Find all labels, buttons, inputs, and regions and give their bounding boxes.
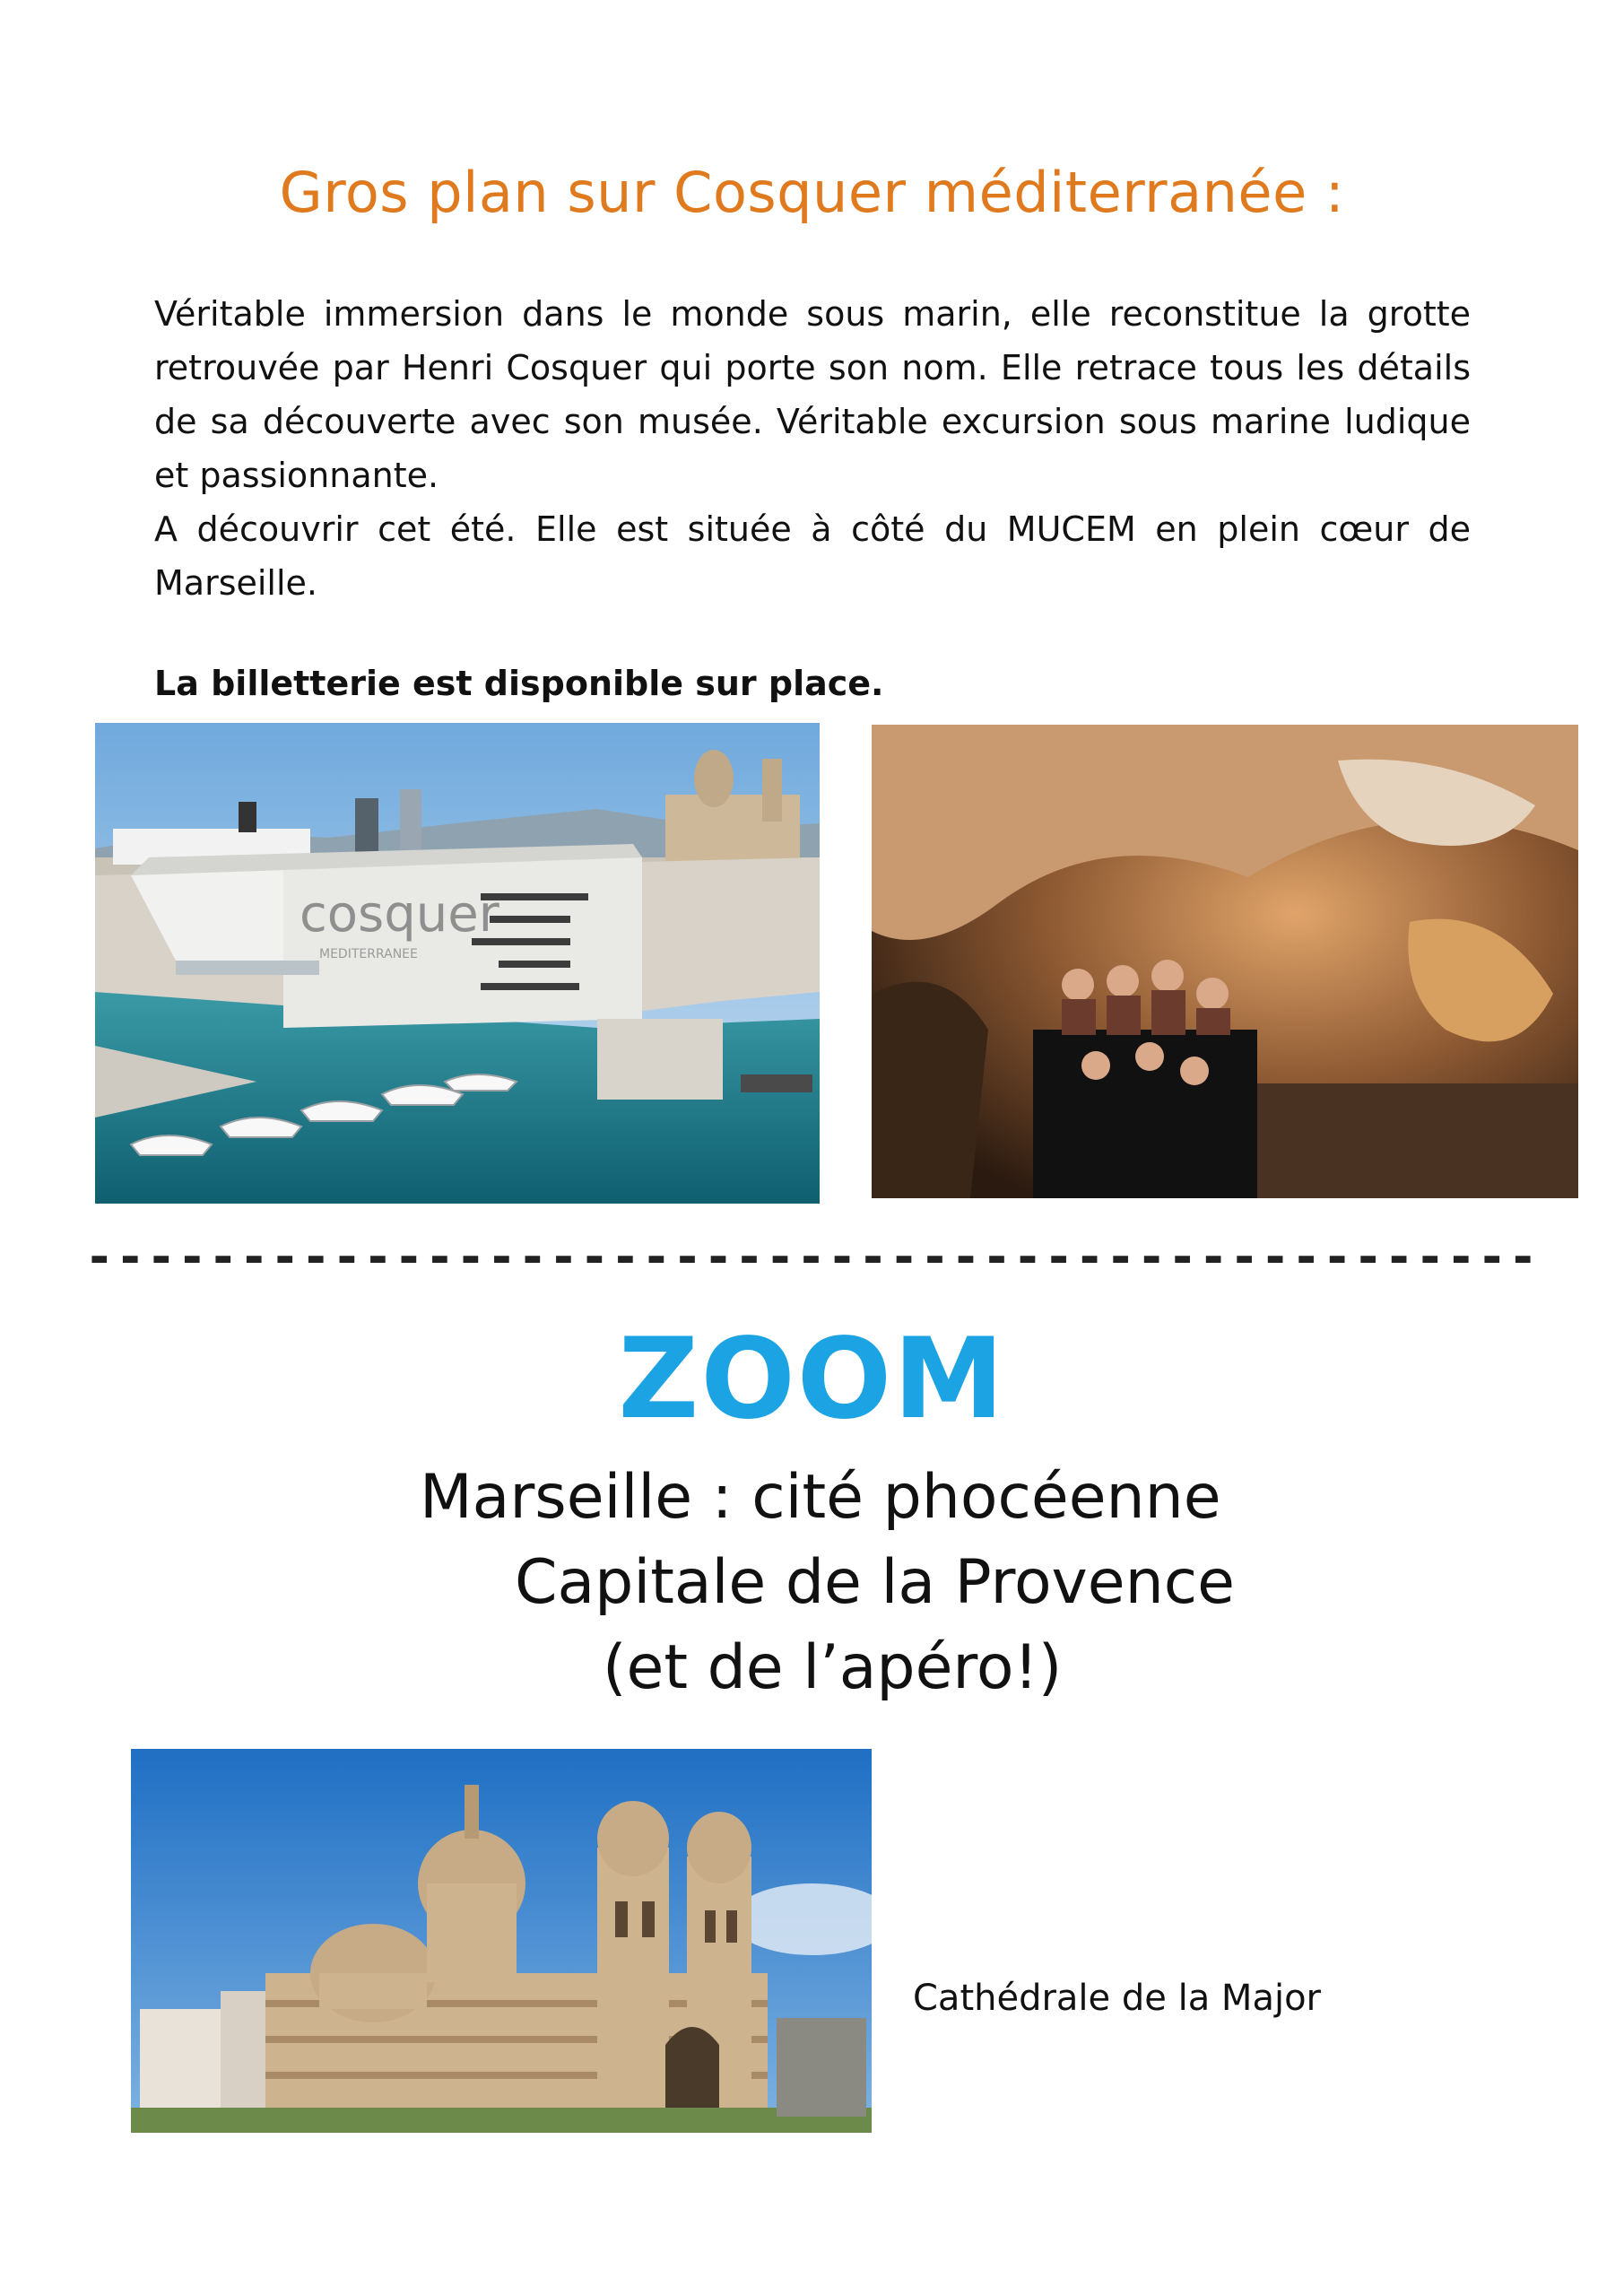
- zoom-line-2: Capitale de la Provence: [515, 1547, 1235, 1618]
- article-paragraph-1: Véritable immersion dans le monde sous marin, elle reconstitue la grotte retrouvée par Henri Cosquer qui porte son nom. Elle retrace tous les détails de sa découverte avec son musée. Véritable excursion sous marine ludique et passionnante.: [154, 294, 1471, 495]
- ticket-note: La billetterie est disponible sur place.: [154, 664, 884, 703]
- cosquer-building-photo: [95, 723, 820, 1204]
- zoom-heading: ZOOM: [618, 1315, 1006, 1444]
- article-body: [154, 287, 1471, 610]
- article-paragraph-2: A découvrir cet été. Elle est située à côté du MUCEM en plein cœur de Marseille.: [154, 509, 1471, 603]
- page-title: Gros plan sur Cosquer méditerranée :: [279, 160, 1345, 225]
- cathedral-photo: [131, 1749, 872, 2133]
- cathedral-illustration: [131, 1749, 872, 2133]
- zoom-line-3: (et de l’apéro!): [603, 1632, 1063, 1703]
- building-subsign: MEDITERRANEE: [319, 947, 418, 961]
- section-divider: -----------------------------------------------: [84, 1229, 1540, 1285]
- cosquer-building-illustration: [95, 723, 820, 1204]
- building-sign: cosquer: [300, 885, 499, 944]
- cathedral-caption: Cathédrale de la Major: [913, 1978, 1321, 2019]
- cave-photo: [872, 725, 1578, 1198]
- cave-illustration: [872, 725, 1578, 1198]
- zoom-line-1: Marseille : cité phocéenne: [420, 1462, 1221, 1533]
